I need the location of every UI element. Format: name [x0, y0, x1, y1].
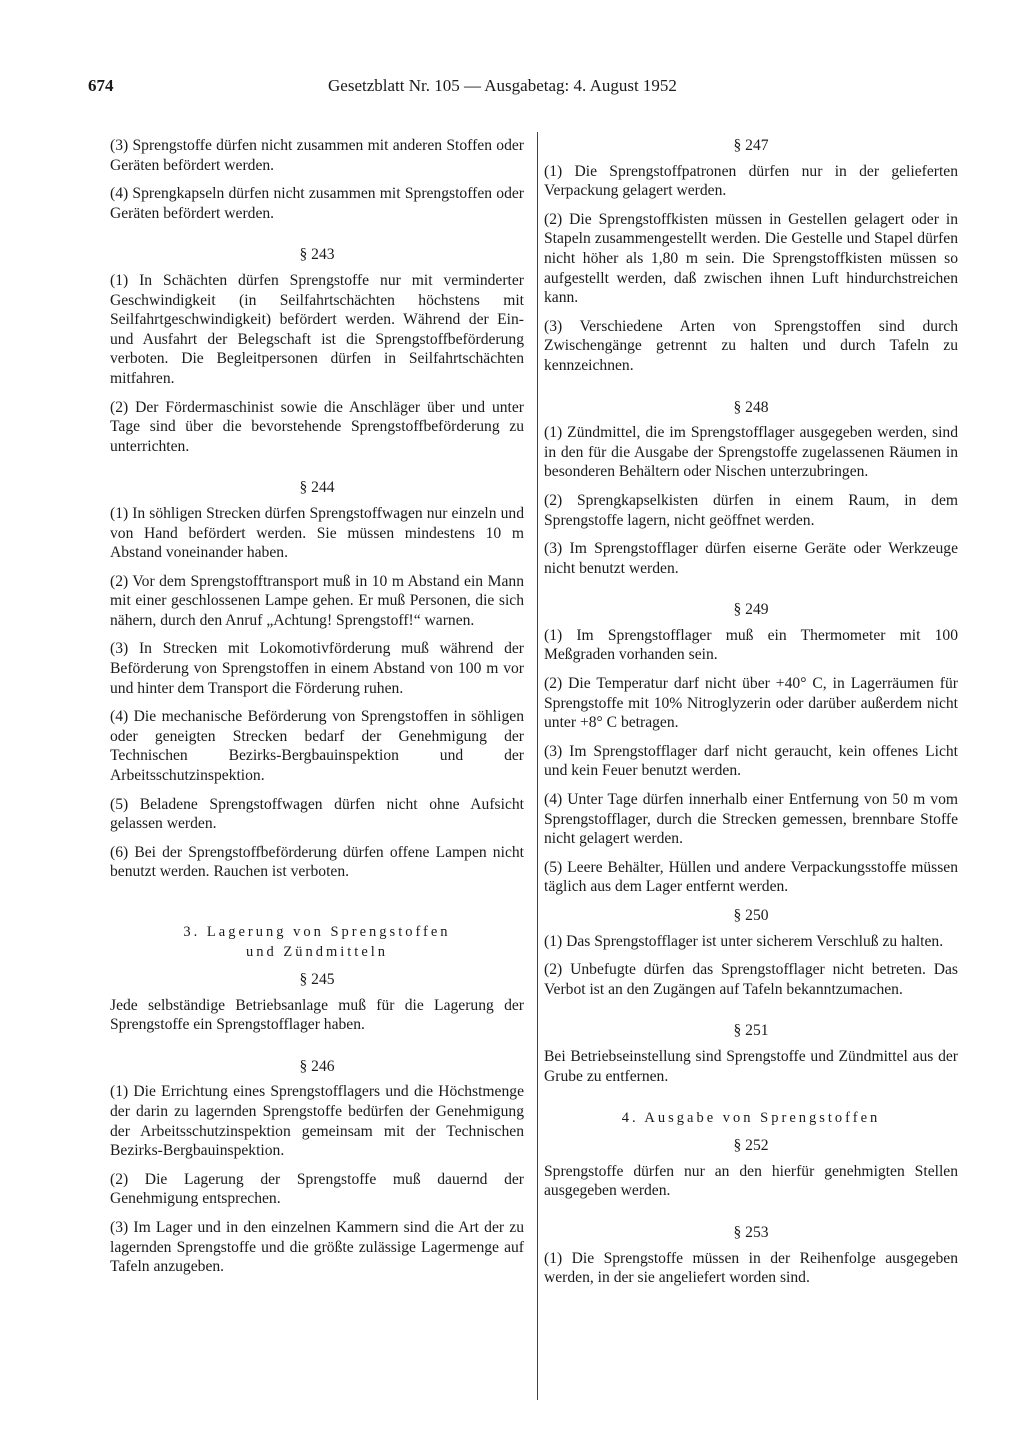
- paragraph: (2) Vor dem Sprengstofftransport muß in 10 m Abstand ein Mann mit einer geschlossenen Lampe gehen. Er muß Personen, die sich nähern, durch den Anruf „Achtung! Sprengstoff!“ warnen.: [110, 572, 524, 629]
- section-heading-244: § 244: [299, 479, 335, 497]
- paragraph: (5) Beladene Sprengstoffwagen dürfen nicht ohne Aufsicht gelassen werden.: [110, 795, 524, 833]
- page-header: [88, 76, 677, 100]
- paragraph: Bei Betriebseinstellung sind Sprengstoffe und Zündmittel aus der Grube zu entfernen.: [544, 1047, 958, 1085]
- section-heading-248: § 248: [733, 398, 769, 416]
- paragraph: (1) Die Sprengstoffpatronen dürfen nur in der gelieferten Verpackung gelagert werden.: [544, 162, 958, 200]
- paragraph: (5) Leere Behälter, Hüllen und andere Verpackungsstoffe müssen täglich aus dem Lager entfernt werden.: [544, 858, 958, 896]
- chapter-heading-line: und Zündmitteln: [245, 944, 389, 960]
- paragraph: Jede selbständige Betriebsanlage muß für die Lagerung der Sprengstoffe ein Sprengstofflager haben.: [110, 996, 524, 1034]
- paragraph: (3) Im Sprengstofflager dürfen eiserne Geräte oder Werkzeuge nicht benutzt werden.: [544, 540, 958, 577]
- paragraph: (6) Bei der Sprengstoffbeförderung dürfen offene Lampen nicht benutzt werden. Rauchen ist verboten.: [110, 843, 524, 881]
- chapter-heading-line: 3. Lagerung von Sprengstoffen: [183, 924, 451, 940]
- paragraph: (1) Im Sprengstofflager muß ein Thermometer mit 100 Meßgraden vorhanden sein.: [544, 626, 958, 664]
- paragraph: (2) Sprengkapselkisten dürfen in einem Raum, in dem Sprengstoffe lagern, nicht geöffnet werden.: [544, 491, 958, 529]
- paragraph: (3) Verschiedene Arten von Sprengstoffen sind durch Zwischengänge getrennt zu halten und durch Tafeln zu kennzeichnen.: [544, 317, 958, 374]
- right-column: [544, 136, 958, 1297]
- section-heading-245: § 245: [299, 971, 335, 988]
- left-column: [110, 136, 524, 1286]
- paragraph: Sprengstoffe dürfen nur an den hierfür genehmigten Stellen ausgegeben werden.: [544, 1162, 958, 1200]
- paragraph: (4) Sprengkapseln dürfen nicht zusammen mit Sprengstoffen oder Geräten befördert werden.: [110, 185, 524, 222]
- section-heading-252: § 252: [733, 1137, 769, 1155]
- chapter-heading-3: [110, 922, 524, 962]
- paragraph: (2) Unbefugte dürfen das Sprengstofflager nicht betreten. Das Verbot ist an den Zugängen auf Tafeln bekanntzumachen.: [544, 961, 958, 998]
- paragraph: (3) Sprengstoffe dürfen nicht zusammen mit anderen Stoffen oder Geräten befördert werden.: [110, 137, 524, 174]
- section-heading-250: § 250: [733, 907, 769, 924]
- page-number: 674: [88, 76, 114, 95]
- paragraph: (1) Zündmittel, die im Sprengstofflager ausgegeben werden, sind in den für die Ausgabe der Sprengstoffe zugelassenen Räumen in besonderen Behältern oder Nischen unterzubringen.: [544, 424, 958, 481]
- section-heading-246: § 246: [299, 1057, 335, 1075]
- paragraph: (3) Im Sprengstofflager darf nicht geraucht, kein offenes Licht und kein Feuer benutzt werden.: [544, 742, 958, 780]
- paragraph: (2) Die Temperatur darf nicht über +40° C, in Lagerräumen für Sprengstoffe mit 10% Nitroglyzerin oder darüber außerdem nicht unter +8° C betragen.: [544, 675, 958, 732]
- paragraph: (2) Die Lagerung der Sprengstoffe muß dauernd der Genehmigung entsprechen.: [110, 1170, 524, 1208]
- paragraph: (1) In söhligen Strecken dürfen Sprengstoffwagen nur einzeln und von Hand befördert werden. Sie müssen mindestens 10 m Abstand voneinander haben.: [110, 504, 524, 562]
- paragraph: (4) Die mechanische Beförderung von Sprengstoffen in söhligen oder geneigten Strecken bedarf der Genehmigung der Technischen Bezirks-Bergbauinspektion und der Arbeitsschutzinspektion.: [110, 708, 524, 785]
- chapter-heading-line: 4. Ausgabe von Sprengstoffen: [621, 1110, 881, 1127]
- paragraph: (1) In Schächten dürfen Sprengstoffe nur mit verminderter Geschwindigkeit (in Seilfahrtschächten höchstens mit Seilfahrtgeschwindigkeit) befördert werden. Während der Ein- und Ausfahrt der Belegschaft ist die Sprengstoffbeförderung verboten. Die Begleitpersonen dürfen in Seilfahrtschächten mitfahren.: [110, 271, 524, 387]
- running-title: Gesetzblatt Nr. 105 — Ausgabetag: 4. August 1952: [328, 76, 677, 95]
- section-heading-249: § 249: [733, 601, 769, 619]
- paragraph: (1) Die Sprengstoffe müssen in der Reihenfolge ausgegeben werden, in der sie angeliefert worden sind.: [544, 1249, 958, 1287]
- section-heading-251: § 251: [733, 1022, 769, 1040]
- paragraph: (1) Das Sprengstofflager ist unter sicherem Verschluß zu halten.: [544, 932, 944, 950]
- section-heading-243: § 243: [299, 246, 335, 264]
- section-heading-253: § 253: [733, 1223, 769, 1241]
- paragraph: (2) Der Fördermaschinist sowie die Anschläger über und unter Tage sind über die bevorstehende Sprengstoffbeförderung zu unterrichten.: [110, 398, 524, 455]
- paragraph: (1) Die Errichtung eines Sprengstofflagers und die Höchstmenge der darin zu lagernden Sprengstoffe bedürfen der Genehmigung der Arbeitsschutzinspektion gemeinsam mit der Technischen Bezirks-Bergbauinspektion.: [110, 1083, 524, 1160]
- paragraph: (2) Die Sprengstoffkisten müssen in Gestellen gelagert oder in Stapeln zusammengestellt werden. Die Gestelle und Stapel dürfen nicht höher als 1,80 m sein. Die Sprengstoffkisten müssen so aufgestellt werden, daß zwischen ihnen Luft hindurchstreichen kann.: [544, 210, 958, 307]
- paragraph: (4) Unter Tage dürfen innerhalb einer Entfernung von 50 m vom Sprengstofflager, durch die Strecken gemessen, brennbare Stoffe nicht gelagert werden.: [544, 791, 958, 848]
- paragraph: (3) Im Lager und in den einzelnen Kammern sind die Art der zu lagernden Sprengstoffe und die größte zulässige Lagermenge auf Tafeln anzugeben.: [110, 1218, 524, 1276]
- paragraph: (3) In Strecken mit Lokomotivförderung muß während der Beförderung von Sprengstoffen in einem Abstand von 100 m vor und hinter dem Transport die Förderung ruhen.: [110, 640, 524, 697]
- section-heading-247: § 247: [733, 137, 769, 154]
- chapter-heading-4: [544, 1108, 958, 1128]
- column-divider: [537, 132, 538, 1400]
